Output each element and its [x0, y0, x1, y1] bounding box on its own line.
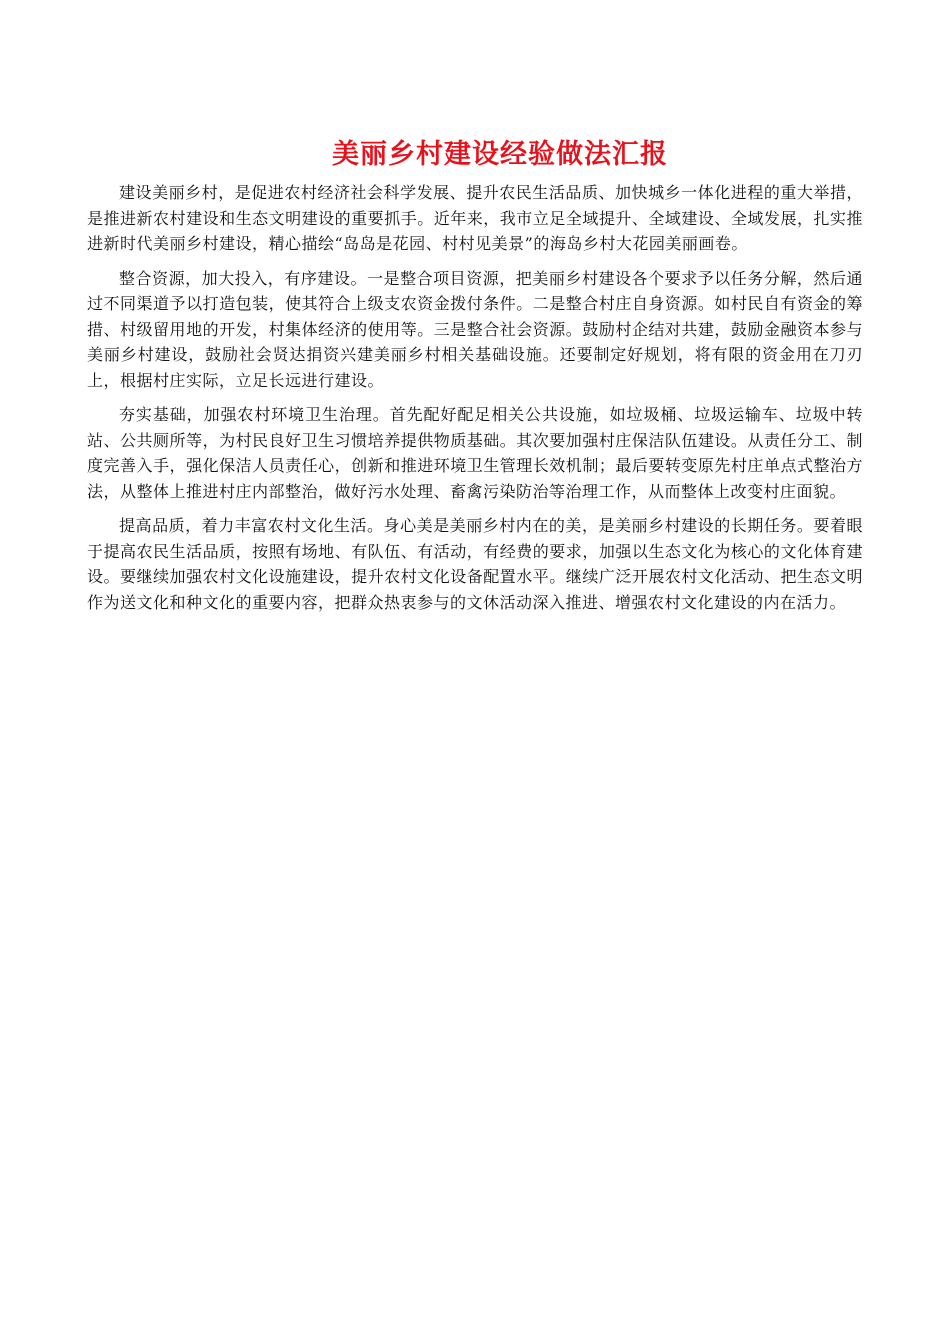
paragraph-resources: 整合资源，加大投入，有序建设。一是整合项目资源，把美丽乡村建设各个要求予以任务分解，然后通过不同渠道予以打造包装，使其符合上级支农资金拨付条件。二是整合村庄自身资源。如村民自有资金的筹措、村级留用地的开发，村集体经济的使用等。三是整合社会资源。鼓励村企结对共建，鼓励金融资本参与美丽乡村建设，鼓励社会贤达捐资兴建美丽乡村相关基础设施。还要制定好规划，将有限的资金用在刀刃上，根据村庄实际，立足长远进行建设。	[87, 268, 863, 390]
paragraph-intro: 建设美丽乡村，是促进农村经济社会科学发展、提升农民生活品质、加快城乡一体化进程的重大举措，是推进新农村建设和生态文明建设的重要抓手。近年来，我市立足全域提升、全域建设、全域发展，扎实推进新时代美丽乡村建设，精心描绘“岛岛是花园、村村见美景”的海岛乡村大花园美丽画卷。	[87, 183, 863, 253]
document-body	[87, 180, 863, 624]
paragraph-culture: 提高品质，着力丰富农村文化生活。身心美是美丽乡村内在的美，是美丽乡村建设的长期任务。要着眼于提高农民生活品质，按照有场地、有队伍、有活动，有经费的要求，加强以生态文化为核心的文化体育建设。要继续加强农村文化设施建设，提升农村文化设备配置水平。继续广泛开展农村文化活动、把生态文明作为送文化和种文化的重要内容，把群众热衷参与的文休活动深入推进、增强农村文化建设的内在活力。	[87, 516, 863, 612]
document-title: 美丽乡村建设经验做法汇报	[332, 139, 668, 170]
paragraph-environment: 夯实基础，加强农村环境卫生治理。首先配好配足相关公共设施，如垃圾桶、垃圾运输车、垃圾中转站、公共厕所等，为村民良好卫生习惯培养提供物质基础。其次要加强村庄保洁队伍建设。从责任分工、制度完善入手，强化保洁人员责任心，创新和推进环境卫生管理长效机制；最后要转变原先村庄单点式整治方法，从整体上推进村庄内部整治，做好污水处理、畜禽污染防治等治理工作，从而整体上改变村庄面貌。	[87, 405, 863, 501]
